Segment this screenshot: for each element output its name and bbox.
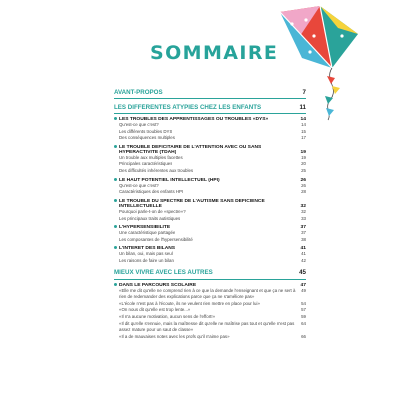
toc-item[interactable]: «Elle me dit qu'elle ne comprend rien à ce que la demande l'enseignant et que ça ne sert à rien de redemander des explications parce que ça ne s'améliore pas» 49 [119, 287, 306, 300]
bullet-icon [114, 246, 117, 249]
toc-section-hpi[interactable]: LE HAUT POTENTIEL INTELLECTUEL (HPI) 26 [114, 178, 306, 183]
toc-section-autisme-line2[interactable]: INTELLECTUELLE 32 [119, 203, 306, 209]
toc-item[interactable]: Un bilan, oui, mais pas seul 41 [119, 251, 306, 257]
toc-section-hypersensibilite[interactable]: L'HYPERSENSIBILITÉ 37 [114, 225, 306, 230]
toc-item[interactable]: Caractéristiques des enfants HPI 28 [119, 189, 306, 195]
bullet-icon [114, 145, 117, 148]
toc-item[interactable]: Les composantes de l'hypersensibilité 38 [119, 236, 306, 242]
toc-item[interactable]: Des conséquences multiples 17 [119, 135, 306, 141]
toc-section-bilans[interactable]: L'INTÉRÊT DES BILANS 41 [114, 246, 306, 251]
toc-item[interactable]: Les principaux traits autistiques 33 [119, 215, 306, 221]
toc-item[interactable]: «On nous dit qu'elle est trop lente...» 57 [119, 307, 306, 313]
toc-item[interactable]: «Il n'a aucune motivation, aucun sens de l'effort!» 59 [119, 314, 306, 320]
toc-item[interactable]: Un trouble aux multiples facettes 19 [119, 154, 306, 160]
bullet-icon [114, 225, 117, 228]
toc-item[interactable]: Qu'est-ce que c'est? 26 [119, 182, 306, 188]
toc-part-avant-propos[interactable]: AVANT-PROPOS 7 [114, 86, 306, 99]
table-of-contents [114, 86, 306, 340]
toc-section-scolaire[interactable]: DANS LE PARCOURS SCOLAIRE 47 [114, 283, 306, 288]
toc-item[interactable]: Les différents troubles DYS 15 [119, 128, 306, 134]
toc-part-mieux-vivre[interactable]: MIEUX VIVRE AVEC LES AUTRES 45 [114, 267, 306, 280]
page-title: SOMMAIRE [150, 42, 279, 64]
toc-item[interactable]: «L'école n'est pas à l'écoute, ils ne veulent rien mettre en place pour lui» 54 [119, 300, 306, 306]
toc-item[interactable]: «Il dit qu'elle s'ennuie, mais la maîtresse dit qu'elle ne maîtrise pas tout et qu'elle n'est pas assez mature pour un saut de classe» 64 [119, 320, 306, 333]
toc-item[interactable]: Principales caractéristiques 20 [119, 161, 306, 167]
toc-item[interactable]: «Il a de mauvaises notes avec les profs qu'il n'aime pas» 66 [119, 333, 306, 339]
toc-section-dys[interactable]: LES TROUBLES DES APPRENTISSAGES OU TROUBLES «DYS» 14 [114, 117, 306, 122]
toc-part-atypies[interactable]: LES DIFFÉRENTES ATYPIES CHEZ LES ENFANTS 11 [114, 101, 306, 114]
toc-item[interactable]: Une caractéristique partagée 37 [119, 230, 306, 236]
toc-item[interactable]: Pourquoi parle-t-on de «spectre»? 32 [119, 208, 306, 214]
toc-item[interactable]: Des difficultés inhérentes aux troubles 25 [119, 168, 306, 174]
bullet-icon [114, 178, 117, 181]
bullet-icon [114, 283, 117, 286]
bullet-icon [114, 117, 117, 120]
toc-section-autisme[interactable]: LE TROUBLE DU SPECTRE DE L'AUTISME SANS DÉFICIENCE [114, 199, 306, 204]
toc-section-tdah[interactable]: LE TROUBLE DÉFICITAIRE DE L'ATTENTION AVEC OU SANS [114, 145, 306, 150]
bullet-icon [114, 199, 117, 202]
toc-item[interactable]: Qu'est-ce que c'est? 14 [119, 122, 306, 128]
toc-item[interactable]: Les raisons de faire un bilan 42 [119, 258, 306, 263]
toc-section-tdah-line2[interactable]: HYPERACTIVITÉ (TDAH) 19 [119, 149, 306, 155]
